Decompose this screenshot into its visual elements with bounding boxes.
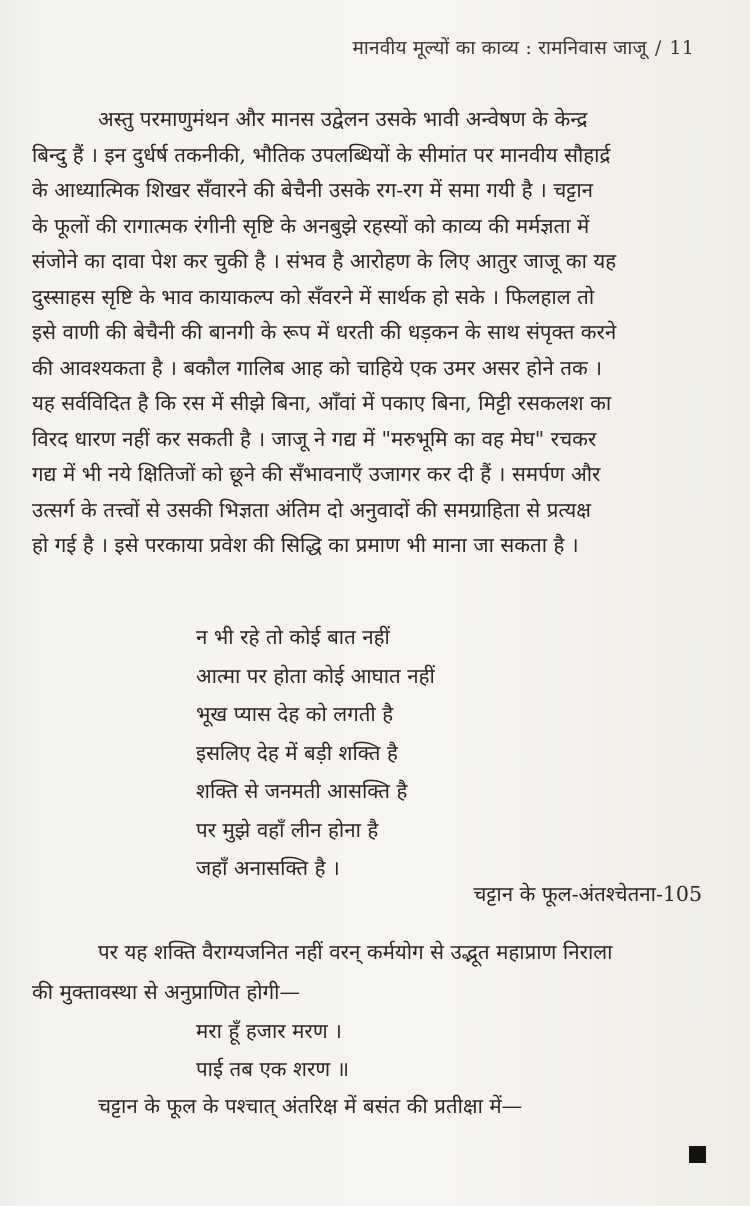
paragraph-line: अस्तु परमाणुमंथन और मानस उद्वेलन उसके भावी अन्वेषण के केन्द्र — [98, 107, 588, 131]
poem-line: भूख प्यास देह को लगती है — [196, 702, 394, 726]
poem-citation: चट्टान के फूल-अंतश्चेतना-105 — [473, 882, 702, 906]
paragraph-line: विरद धारण नहीं कर सकती है । जाजू ने गद्य में "मरुभूमि का वह मेघ" रचकर — [32, 426, 597, 451]
paragraph-line: की आवश्यकता है । बकौल गालिब आह को चाहिये एक उमर असर होने तक । — [32, 355, 602, 380]
paragraph-line: गद्य में भी नये क्षितिजों को छूने की सँभावनाएँ उजागर कर दी हैं । समर्पण और — [32, 462, 601, 486]
poem-line: जहाँ अनासक्ति है । — [196, 856, 340, 880]
paragraph-line: उत्सर्ग के तत्त्वों से उसकी भिज्ञता अंतिम दो अनुवादों की समग्राहिता से प्रत्यक्ष — [32, 497, 591, 522]
paragraph-line: बिन्दु हैं । इन दुर्धर्ष तकनीकी, भौतिक उपलब्धियों के सीमांत पर मानवीय सौहार्द्र — [32, 142, 611, 167]
poem-line: पर मुझे वहाँ लीन होना है — [196, 817, 379, 842]
paragraph-line: की मुक्तावस्था से अनुप्राणित होगी— — [32, 980, 300, 1004]
section-end-square-icon — [689, 1146, 706, 1163]
paragraph-1 — [32, 102, 712, 564]
running-head-separator: / — [654, 37, 662, 59]
poem-line: इसलिए देह में बड़ी शक्ति है — [196, 740, 398, 765]
paragraph-line: यह सर्वविदित है कि रस में सीझे बिना, आँवां में पकाए बिना, मिट्टी रसकलश का — [32, 391, 612, 415]
couplet-line: मरा हूँ हजार मरण । — [196, 1019, 342, 1043]
couplet-line: पाई तब एक शरण ॥ — [196, 1057, 349, 1081]
paragraph-line: इसे वाणी की बेचैनी की बानगी के रूप में धरती की धड़कन के साथ संपृक्त करने — [32, 320, 617, 344]
poem-quote — [196, 618, 435, 888]
running-head-title: मानवीय मूल्यों का काव्य : रामनिवास जाजू — [352, 37, 647, 59]
page-number: 11 — [669, 37, 694, 59]
paragraph-line: के फूलों की रागात्मक रंगीनी सृष्टि के अनबुझे रहस्यों को काव्य की मर्मज्ञता में — [32, 213, 590, 238]
poem-line: न भी रहे तो कोई बात नहीं — [196, 625, 390, 649]
paragraph-2 — [32, 932, 722, 1012]
paragraph-line: पर यह शक्ति वैराग्यजनित नहीं वरन् कर्मयोग से उद्भूत महाप्राण निराला — [98, 940, 613, 964]
paragraph-line: दुस्साहस सृष्टि के भाव कायाकल्प को सँवरने में सार्थक हो सके । फिलहाल तो — [32, 284, 595, 309]
poem-line: आत्मा पर होता कोई आघात नहीं — [196, 663, 435, 688]
couplet-quote — [196, 1012, 349, 1088]
running-head — [353, 34, 694, 60]
paragraph-line: के आध्यात्मिक शिखर सँवारने की बेचैनी उसके रग-रग में समा गयी है । चट्टान — [32, 178, 594, 202]
poem-line: शक्ति से जनमती आसक्ति है — [196, 779, 408, 803]
closing-line: चट्टान के फूल के पश्चात् अंतरिक्ष में बसंत की प्रतीक्षा में— — [98, 1094, 523, 1118]
paragraph-line: हो गई है । इसे परकाया प्रवेश की सिद्धि का प्रमाण भी माना जा सकता है । — [32, 533, 579, 557]
paragraph-line: संजोने का दावा पेश कर चुकी है । संभव है आरोहण के लिए आतुर जाजू का यह — [32, 249, 617, 273]
